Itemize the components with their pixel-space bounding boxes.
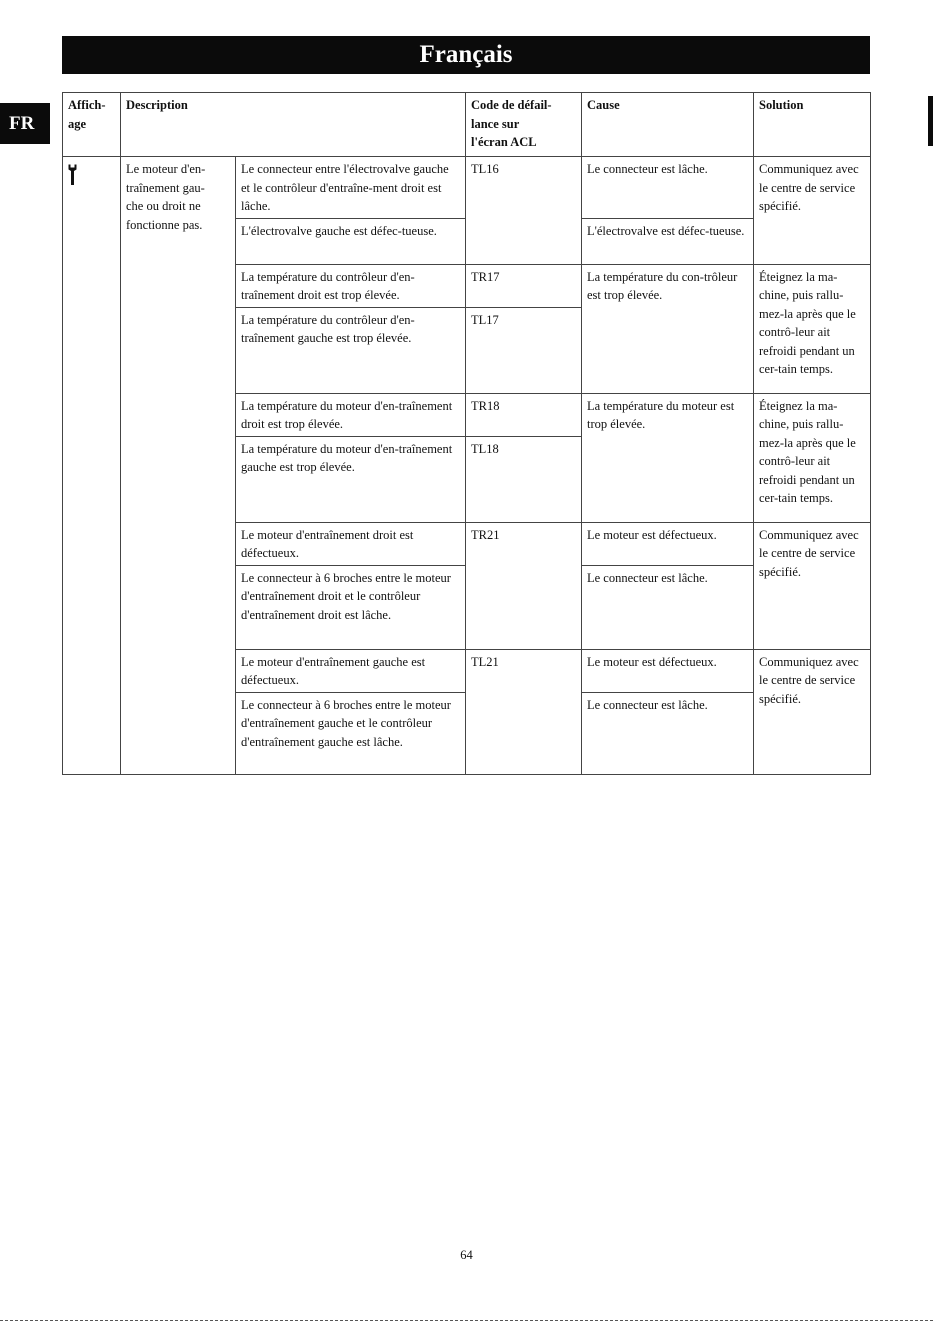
description-detail: Le connecteur entre l'électrovalve gauche et le contrôleur d'entraîne-ment droit est lâche. [236, 157, 466, 219]
solution-cell: Éteignez la ma-chine, puis rallu-mez-la après que le contrô-leur ait refroidi pendant un cer-tain temps. [754, 264, 871, 393]
header-cause: Cause [582, 93, 754, 157]
error-code: TR18 [466, 393, 582, 436]
description-detail: La température du contrôleur d'en-traînement gauche est trop élevée. [236, 307, 466, 393]
description-detail: L'électrovalve gauche est défec-tueuse. [236, 218, 466, 264]
bottom-divider [0, 1320, 933, 1321]
header-code: Code de défail- lance sur l'écran ACL [466, 93, 582, 157]
language-tab: FR [0, 103, 50, 144]
description-detail: Le connecteur à 6 broches entre le moteur d'entraînement droit et le contrôleur d'entraînement droit est lâche. [236, 565, 466, 649]
error-code: TL17 [466, 307, 582, 393]
header-row [63, 93, 871, 157]
table-row [63, 157, 871, 219]
troubleshooting-table [62, 92, 871, 775]
header-solution: Solution [754, 93, 871, 157]
description-detail: Le moteur d'entraînement droit est défectueux. [236, 522, 466, 565]
cause-cell: Le connecteur est lâche. [582, 692, 754, 774]
cause-cell: La température du con-trôleur est trop élevée. [582, 264, 754, 393]
cause-cell: L'électrovalve est défec-tueuse. [582, 218, 754, 264]
error-code: TR21 [466, 522, 582, 649]
description-detail: La température du moteur d'en-traînement droit est trop élevée. [236, 393, 466, 436]
error-code: TL18 [466, 436, 582, 522]
cause-cell: Le connecteur est lâche. [582, 565, 754, 649]
solution-cell: Communiquez avec le centre de service spécifié. [754, 157, 871, 265]
cause-cell: Le moteur est défectueux. [582, 522, 754, 565]
header-description: Description [121, 93, 466, 157]
error-code: TR17 [466, 264, 582, 307]
edge-marker [928, 96, 933, 146]
error-code: TL21 [466, 649, 582, 774]
description-detail: Le moteur d'entraînement gauche est défectueux. [236, 649, 466, 692]
solution-cell: Communiquez avec le centre de service spécifié. [754, 649, 871, 774]
solution-cell: Éteignez la ma-chine, puis rallu-mez-la après que le contrô-leur ait refroidi pendant un cer-tain temps. [754, 393, 871, 522]
cause-cell: Le connecteur est lâche. [582, 157, 754, 219]
error-code: TL16 [466, 157, 582, 265]
page-banner-title: Français [62, 36, 870, 74]
wrench-icon [68, 164, 77, 186]
description-main: Le moteur d'en- traînement gau- che ou droit ne fonctionne pas. [121, 157, 236, 775]
display-cell [63, 157, 121, 775]
description-detail: La température du moteur d'en-traînement gauche est trop élevée. [236, 436, 466, 522]
cause-cell: La température du moteur est trop élevée. [582, 393, 754, 522]
header-affichage: Affich- age [63, 93, 121, 157]
solution-cell: Communiquez avec le centre de service spécifié. [754, 522, 871, 649]
page-number: 64 [460, 1248, 473, 1262]
cause-cell: Le moteur est défectueux. [582, 649, 754, 692]
description-detail: Le connecteur à 6 broches entre le moteur d'entraînement gauche et le contrôleur d'entraînement gauche est lâche. [236, 692, 466, 774]
description-detail: La température du contrôleur d'en-traînement droit est trop élevée. [236, 264, 466, 307]
